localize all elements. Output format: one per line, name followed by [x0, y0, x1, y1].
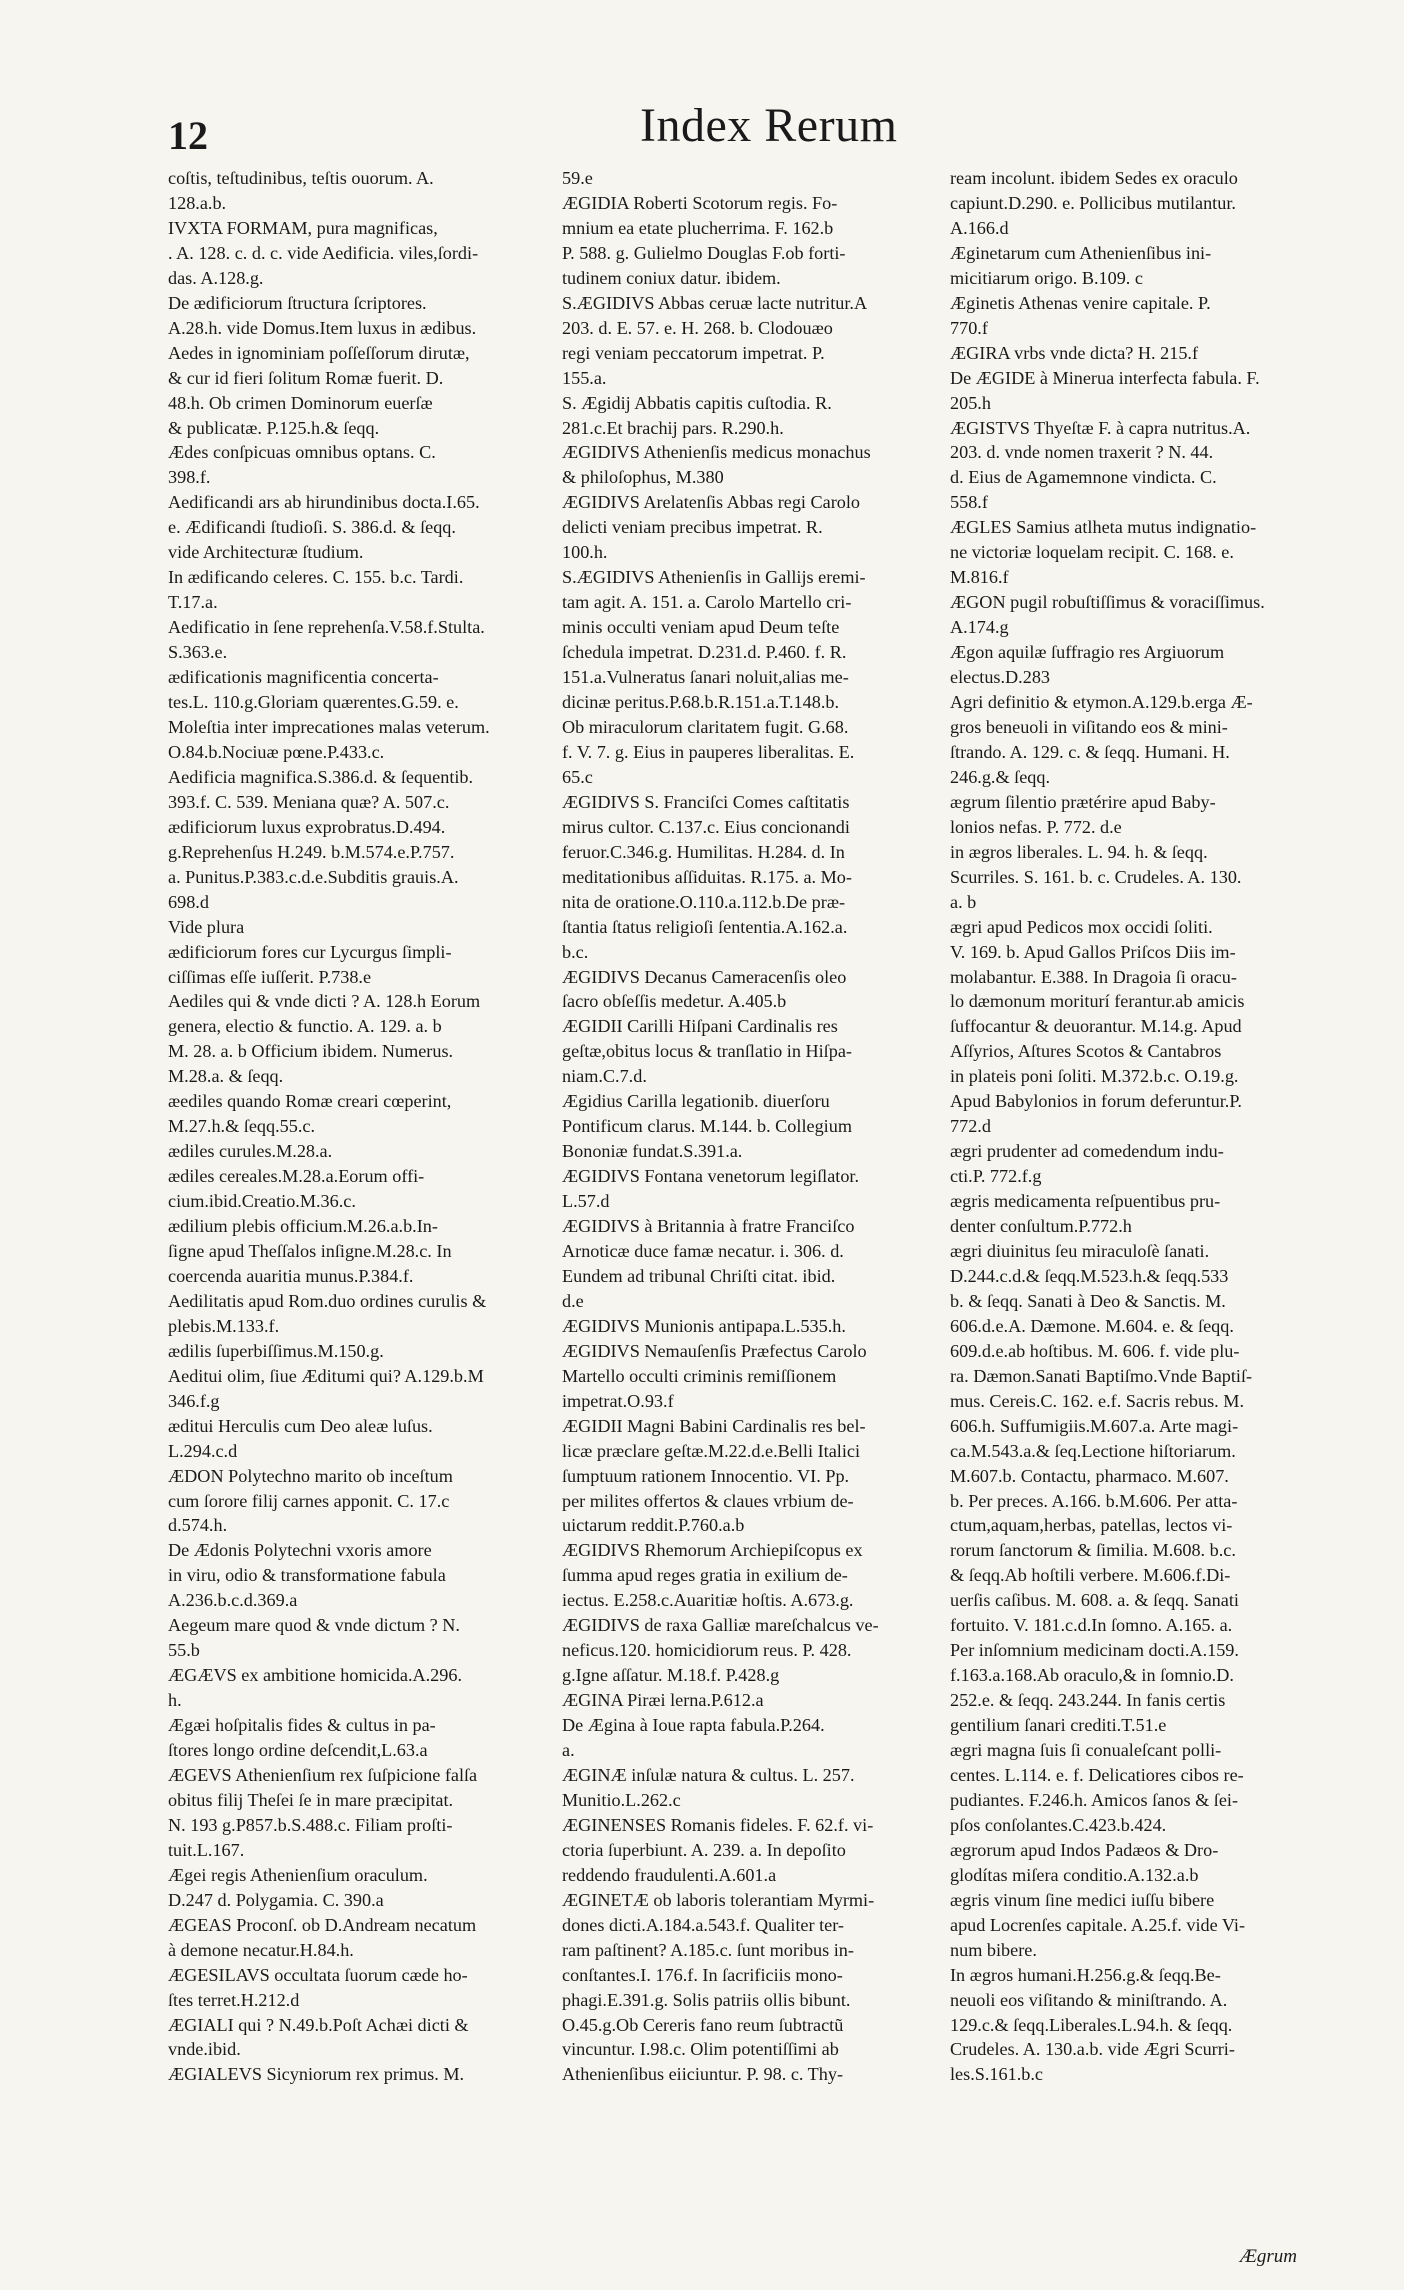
- index-line: in viru, odio & transformatione fabula: [168, 1565, 446, 1586]
- index-line: Per inſomnium medicinam docti.A.159.: [950, 1640, 1239, 1661]
- index-line: ÆGIALEVS Sicyniorum rex primus. M.: [168, 2064, 465, 2085]
- index-line: 100.h.: [562, 542, 608, 563]
- index-column-left: [168, 166, 558, 2087]
- index-line: f. V. 7. g. Eius in pauperes liberalitas. E.: [562, 741, 855, 762]
- index-line: Ægæi hoſpitalis fides & cultus in pa-: [168, 1715, 436, 1736]
- index-line: ÆDON Polytechno marito ob inceſtum: [168, 1465, 453, 1486]
- index-column-right: [950, 166, 1328, 2087]
- index-line: & publicatæ. P.125.h.& ſeqq.: [168, 417, 380, 438]
- index-line: ÆGIDIVS Munionis antipapa.L.535.h.: [562, 1315, 846, 1336]
- index-line: apud Locrenſes capitale. A.25.f. vide Vi-: [950, 1914, 1246, 1935]
- index-line: ream incolunt. ibidem Sedes ex oraculo: [950, 168, 1238, 188]
- index-line: ÆGINENSES Romanis fideles. F. 62.f. vi-: [562, 1814, 874, 1835]
- index-line: M.27.h.& ſeqq.55.c.: [168, 1116, 316, 1137]
- index-line: & philoſophus, M.380: [562, 467, 724, 488]
- index-line: a.: [562, 1740, 575, 1761]
- index-line: pſos conſolantes.C.423.b.424.: [950, 1814, 1167, 1835]
- index-line: ÆGEAS Proconſ. ob D.Andream necatum: [168, 1914, 477, 1935]
- index-line: uerſis caſibus. M. 608. a. & ſeqq. Sanati: [950, 1590, 1239, 1611]
- index-line: mirus cultor. C.137.c. Eius concionandi: [562, 816, 850, 837]
- index-line: Ædes conſpicuas omnibus optans. C.: [168, 442, 436, 463]
- index-line: M. 28. a. b Officium ibidem. Numerus.: [168, 1041, 454, 1062]
- index-line: ſtantia ſtatus religioſi ſententia.A.162.a.: [562, 916, 848, 937]
- index-line: . A. 128. c. d. c. vide Aedificia. viles,ſordi-: [168, 242, 479, 263]
- index-line: ſacro obſeſſis medetur. A.405.b: [562, 991, 787, 1012]
- index-line: cti.P. 772.f.g: [950, 1166, 1042, 1187]
- index-line: feruor.C.346.g. Humilitas. H.284. d. In: [562, 841, 845, 862]
- index-line: De ædificiorum ſtructura ſcriptores.: [168, 292, 427, 313]
- index-line: ſchedula impetrat. D.231.d. P.460. f. R.: [562, 642, 847, 663]
- index-line: neuoli eos viſitando & miniſtrando. A.: [950, 1989, 1228, 2010]
- index-line: micitiarum origo. B.109. c: [950, 267, 1143, 288]
- index-line: ÆGIDIVS de raxa Galliæ mareſchalcus ve-: [562, 1615, 879, 1636]
- index-line: Aedilitatis apud Rom.duo ordines curulis &: [168, 1290, 487, 1311]
- index-line: ÆGIALI qui ? N.49.b.Poſt Achæi dicti &: [168, 2014, 469, 2035]
- index-line: Aedes in ignominiam poſſeſſorum dirutæ,: [168, 342, 470, 363]
- index-line: lonios nefas. P. 772. d.e: [950, 816, 1122, 837]
- index-line: æediles quando Romæ creari cœperint,: [168, 1091, 452, 1112]
- index-line: S.ÆGIDIVS Abbas ceruæ lacte nutritur.A: [562, 292, 868, 313]
- index-line: d. Eius de Agamemnone vindicta. C.: [950, 467, 1217, 488]
- index-line: 203. d. E. 57. e. H. 268. b. Clodouæo: [562, 317, 833, 338]
- index-line: ædificiorum fores cur Lycurgus ſimpli-: [168, 941, 452, 962]
- index-line: à demone necatur.H.84.h.: [168, 1939, 354, 1960]
- index-line: ægrorum apud Indos Padæos & Dro-: [950, 1839, 1219, 1860]
- index-line: a. Punitus.P.383.c.d.e.Subditis grauis.A.: [168, 866, 459, 887]
- index-line: De ÆGIDE à Minerua interfecta fabula. F.: [950, 367, 1260, 388]
- index-line: ædilis ſuperbiſſimus.M.150.g.: [168, 1340, 384, 1361]
- index-line: ÆGIDII Magni Babini Cardinalis res bel-: [562, 1415, 866, 1436]
- index-line: ſuffocantur & deuorantur. M.14.g. Apud: [950, 1016, 1242, 1037]
- index-line: D.247 d. Polygamia. C. 390.a: [168, 1889, 384, 1910]
- index-line: vide Architecturæ ſtudium.: [168, 542, 364, 563]
- index-line: 281.c.Et brachij pars. R.290.h.: [562, 417, 784, 438]
- page-number: 12: [168, 113, 208, 158]
- index-line: f.163.a.168.Ab oraculo,& in ſomnio.D.: [950, 1665, 1234, 1686]
- index-line: ctoria ſuperbiunt. A. 239. a. In depoſito: [562, 1839, 846, 1860]
- index-line: ÆGINA Piræi lerna.P.612.a: [562, 1690, 764, 1711]
- index-line: delicti veniam precibus impetrat. R.: [562, 517, 823, 538]
- index-line: Martello occulti criminis remiſſionem: [562, 1365, 837, 1386]
- index-line: 558.f: [950, 492, 988, 513]
- index-line: glodítas miſera conditio.A.132.a.b: [950, 1864, 1199, 1885]
- index-line: ÆGIDIVS Fontana venetorum legiſlator.: [562, 1166, 860, 1187]
- index-line: Athenienſibus eiiciuntur. P. 98. c. Thy-: [562, 2064, 844, 2085]
- index-line: ſumptuum rationem Innocentio. VI. Pp.: [562, 1465, 850, 1486]
- index-line: dicinæ peritus.P.68.b.R.151.a.T.148.b.: [562, 692, 840, 713]
- index-line: Aedificandi ars ab hirundinibus docta.I.65.: [168, 492, 480, 513]
- index-line: D.244.c.d.& ſeqq.M.523.h.& ſeqq.533: [950, 1265, 1229, 1286]
- index-line: meditationibus aſſiduitas. R.175. a. Mo-: [562, 866, 852, 887]
- index-line: A.174.g: [950, 617, 1009, 638]
- index-line: e. Ædificandi ſtudioſi. S. 386.d. & ſeqq.: [168, 517, 456, 538]
- index-line: regi veniam peccatorum impetrat. P.: [562, 342, 825, 363]
- index-line: ÆGIDIVS S. Franciſci Comes caſtitatis: [562, 791, 850, 812]
- index-line: Ægei regis Athenienſium oraculum.: [168, 1864, 428, 1885]
- index-line: tam agit. A. 151. a. Carolo Martello cri-: [562, 592, 852, 613]
- index-line: les.S.161.b.c: [950, 2064, 1043, 2085]
- index-line: ægri apud Pedicos mox occidi ſoliti.: [950, 916, 1213, 937]
- index-line: molabantur. E.388. In Dragoia ſi oracu-: [950, 966, 1237, 987]
- index-line: neficus.120. homicidiorum reus. P. 428.: [562, 1640, 852, 1661]
- index-line: Aedificia magnifica.S.386.d. & ſequentib.: [168, 766, 474, 787]
- index-line: Munitio.L.262.c: [562, 1789, 681, 1810]
- index-line: S.363.e.: [168, 642, 228, 663]
- index-line: Ægidius Carilla legationib. diuerſoru: [562, 1091, 830, 1112]
- index-line: b. & ſeqq. Sanati à Deo & Sanctis. M.: [950, 1290, 1226, 1311]
- index-line: ÆGIDIVS Decanus Cameracenſis oleo: [562, 966, 847, 987]
- index-line: M.28.a. & ſeqq.: [168, 1066, 284, 1087]
- index-line: 772.d: [950, 1116, 991, 1137]
- index-line: cium.ibid.Creatio.M.36.c.: [168, 1191, 356, 1212]
- index-line: impetrat.O.93.f: [562, 1390, 674, 1411]
- index-line: ram paſtinent? A.185.c. ſunt moribus in-: [562, 1939, 854, 1960]
- index-line: in plateis poni ſoliti. M.372.b.c. O.19.g.: [950, 1066, 1239, 1087]
- index-line: a. b: [950, 891, 977, 912]
- index-line: Aſſyrios, Aſtures Scotos & Cantabros: [950, 1041, 1222, 1062]
- index-line: ÆGINÆ inſulæ natura & cultus. L. 257.: [562, 1765, 855, 1785]
- index-line: ſtores longo ordine deſcendit,L.63.a: [168, 1740, 428, 1761]
- index-line: 770.f: [950, 317, 988, 338]
- index-line: 393.f. C. 539. Meniana quæ? A. 507.c.: [168, 791, 450, 812]
- index-line: S. Ægidij Abbatis capitis cuſtodia. R.: [562, 392, 832, 413]
- index-line: mus. Cereis.C. 162. e.f. Sacris rebus. M.: [950, 1390, 1244, 1411]
- index-line: cum ſorore filij carnes apponit. C. 17.c: [168, 1490, 450, 1511]
- index-line: ne victoriæ loquelam recipit. C. 168. e.: [950, 542, 1234, 563]
- index-line: ÆGIDIVS Arelatenſis Abbas regi Carolo: [562, 492, 861, 513]
- index-line: b.c.: [562, 941, 589, 962]
- index-line: tudinem coniux datur. ibidem.: [562, 267, 781, 288]
- index-line: ÆGEVS Athenienſium rex ſuſpicione falſa: [168, 1765, 478, 1785]
- index-column-middle: [562, 166, 937, 2087]
- index-line: capiunt.D.290. e. Pollicibus mutilantur.: [950, 192, 1236, 213]
- index-line: ctum,aquam,herbas, patellas, lectos vi-: [950, 1515, 1233, 1536]
- index-line: ægrum ſilentio prætérire apud Baby-: [950, 791, 1216, 812]
- index-line: h.: [168, 1690, 182, 1711]
- index-line: lo dæmonum moriturí ferantur.ab amicis: [950, 991, 1245, 1012]
- index-line: 698.d: [168, 891, 209, 912]
- catchword: Ægrum: [1240, 2246, 1298, 2267]
- index-line: ÆGINETÆ ob laboris tolerantiam Myrmi-: [562, 1889, 875, 1910]
- index-line: 346.f.g: [168, 1390, 220, 1411]
- index-line: gros beneuoli in viſitando eos & mini-: [950, 716, 1228, 737]
- index-line: 398.f.: [168, 467, 211, 488]
- index-line: Crudeles. A. 130.a.b. vide Ægri Scurri-: [950, 2039, 1235, 2060]
- index-line: pudiantes. F.246.h. Amicos ſanos & ſei-: [950, 1789, 1239, 1810]
- index-line: A.28.h. vide Domus.Item luxus in ædibus.: [168, 317, 477, 338]
- index-line: ÆGLES Samius atlheta mutus indignatio-: [950, 517, 1257, 538]
- index-line: Bononiæ fundat.S.391.a.: [562, 1141, 743, 1162]
- index-line: O.84.b.Nociuæ pœne.P.433.c.: [168, 741, 385, 762]
- index-line: Ob miraculorum claritatem fugit. G.68.: [562, 716, 849, 737]
- index-line: T.17.a.: [168, 592, 218, 613]
- index-line: Aediles qui & vnde dicti ? A. 128.h Eorum: [168, 991, 481, 1012]
- index-line: reddendo fraudulenti.A.601.a: [562, 1864, 777, 1885]
- index-line: b. Per preces. A.166. b.M.606. Per atta-: [950, 1490, 1238, 1511]
- index-line: & cur id fieri ſolitum Romæ fuerit. D.: [168, 367, 444, 388]
- index-line: plebis.M.133.f.: [168, 1315, 280, 1336]
- index-line: centes. L.114. e. f. Delicatiores cibos re-: [950, 1765, 1244, 1785]
- index-line: ædiles cereales.M.28.a.Eorum offi-: [168, 1166, 425, 1187]
- index-line: 606.h. Suffumigiis.M.607.a. Arte magi-: [950, 1415, 1239, 1436]
- index-line: Ægon aquilæ ſuffragio res Argiuorum: [950, 642, 1225, 663]
- index-line: 609.d.e.ab hoſtibus. M. 606. f. vide plu-: [950, 1340, 1240, 1361]
- index-line: 151.a.Vulneratus ſanari noluit,alias me-: [562, 667, 849, 688]
- running-title: Index Rerum: [640, 99, 898, 152]
- index-line: IVXTA FORMAM, pura magnificas,: [168, 217, 438, 238]
- index-line: minis occulti veniam apud Deum teſte: [562, 617, 840, 638]
- index-line: ſtes terret.H.212.d: [168, 1989, 300, 2010]
- index-line: 129.c.& ſeqq.Liberales.L.94.h. & ſeqq.: [950, 2014, 1233, 2035]
- index-line: A.166.d: [950, 217, 1009, 238]
- index-line: 65.c: [562, 766, 593, 787]
- index-line: ÆGIDIVS Rhemorum Archiepiſcopus ex: [562, 1540, 863, 1561]
- index-line: De Ægina à Ioue rapta fabula.P.264.: [562, 1715, 825, 1736]
- index-line: d.e: [562, 1290, 584, 1311]
- index-line: ædilium plebis officium.M.26.a.b.In-: [168, 1216, 438, 1237]
- index-line: ÆGIDII Carilli Hiſpani Cardinalis res: [562, 1016, 838, 1037]
- index-line: 203. d. vnde nomen traxerit ? N. 44.: [950, 442, 1214, 463]
- index-line: Vide plura: [168, 916, 245, 937]
- index-line: 48.h. Ob crimen Dominorum euerſæ: [168, 392, 433, 413]
- index-line: De Ædonis Polytechni vxoris amore: [168, 1540, 432, 1561]
- index-line: ÆGIDIVS Athenienſis medicus monachus: [562, 442, 871, 463]
- index-line: ſtrando. A. 129. c. & ſeqq. Humani. H.: [950, 741, 1230, 762]
- index-line: ſigne apud Theſſalos inſigne.M.28.c. In: [168, 1240, 452, 1261]
- index-line: A.236.b.c.d.369.a: [168, 1590, 298, 1611]
- index-line: æditui Herculis cum Deo aleæ luſus.: [168, 1415, 433, 1436]
- index-line: 606.d.e.A. Dæmone. M.604. e. & ſeqq.: [950, 1315, 1234, 1336]
- index-line: L.57.d: [562, 1191, 610, 1212]
- index-line: ægri diuinitus ſeu miraculoſè ſanati.: [950, 1240, 1210, 1261]
- index-line: ÆGIDIVS Nemauſenſis Præfectus Carolo: [562, 1340, 867, 1361]
- index-line: g.Reprehenſus H.249. b.M.574.e.P.757.: [168, 841, 455, 862]
- index-line: niam.C.7.d.: [562, 1066, 647, 1087]
- index-line: gentilium ſanari crediti.T.51.e: [950, 1715, 1167, 1736]
- index-line: iectus. E.258.c.Auaritiæ hoſtis. A.673.g.: [562, 1590, 854, 1611]
- index-line: 55.b: [168, 1640, 200, 1661]
- index-line: uictarum reddit.P.760.a.b: [562, 1515, 745, 1536]
- index-line: ÆGIDIA Roberti Scotorum regis. Fo-: [562, 192, 838, 213]
- index-line: coercenda auaritia munus.P.384.f.: [168, 1265, 414, 1286]
- index-line: Arnoticæ duce famæ necatur. i. 306. d.: [562, 1240, 844, 1261]
- index-line: ædificationis magnificentia concerta-: [168, 667, 439, 688]
- index-line: 59.e: [562, 168, 593, 188]
- index-line: obitus filij Theſei ſe in mare præcipitat.: [168, 1789, 454, 1810]
- index-line: ÆGISTVS Thyeſtæ F. à capra nutritus.A.: [950, 417, 1251, 438]
- index-line: das. A.128.g.: [168, 267, 264, 288]
- index-line: genera, electio & functio. A. 129. a. b: [168, 1016, 442, 1037]
- index-line: ægris vinum ſine medici iuſſu bibere: [950, 1889, 1215, 1910]
- index-line: ÆGIDIVS à Britannia à fratre Franciſco: [562, 1216, 855, 1237]
- index-line: 128.a.b.: [168, 192, 227, 213]
- index-line: Apud Babylonios in forum deferuntur.P.: [950, 1091, 1242, 1112]
- index-line: num bibere.: [950, 1939, 1037, 1960]
- index-line: vincuntur. I.98.c. Olim potentiſſimi ab: [562, 2039, 839, 2060]
- index-line: P. 588. g. Gulielmo Douglas F.ob forti-: [562, 242, 846, 263]
- index-line: phagi.E.391.g. Solis patriis ollis bibunt.: [562, 1989, 851, 2010]
- index-line: Aeditui olim, ſiue Æditumi qui? A.129.b.M: [168, 1365, 484, 1386]
- index-line: in ægros liberales. L. 94. h. & ſeqq.: [950, 841, 1208, 862]
- index-line: S.ÆGIDIVS Athenienſis in Gallijs eremi-: [562, 567, 866, 588]
- index-line: ægris medicamenta reſpuentibus pru-: [950, 1191, 1221, 1212]
- index-line: 205.h: [950, 392, 991, 413]
- index-line: ædiles curules.M.28.a.: [168, 1141, 333, 1162]
- index-line: ciſſimas eſſe iuſſerit. P.738.e: [168, 966, 372, 987]
- index-line: Eundem ad tribunal Chriſti citat. ibid.: [562, 1265, 836, 1286]
- index-line: geſtæ,obitus locus & tranſlatio in Hiſpa-: [562, 1041, 852, 1062]
- index-line: Scurriles. S. 161. b. c. Crudeles. A. 130.: [950, 866, 1242, 887]
- index-line: 252.e. & ſeqq. 243.244. In fanis certis: [950, 1690, 1226, 1711]
- index-line: & ſeqq.Ab hoſtili verbere. M.606.f.Di-: [950, 1565, 1231, 1586]
- index-line: L.294.c.d: [168, 1440, 238, 1461]
- index-line: electus.D.283: [950, 667, 1051, 688]
- index-line: ÆGON pugil robuſtiſſimus & voraciſſimus.: [950, 592, 1265, 613]
- index-line: 155.a.: [562, 367, 607, 388]
- index-line: d.574.h.: [168, 1515, 228, 1536]
- index-line: ra. Dæmon.Sanati Baptiſmo.Vnde Baptiſ-: [950, 1365, 1253, 1386]
- index-line: O.45.g.Ob Cereris fano reum ſubtractũ: [562, 2014, 844, 2035]
- index-line: per milites offertos & claues vrbium de-: [562, 1490, 854, 1511]
- index-line: Agri definitio & etymon.A.129.b.erga Æ-: [950, 692, 1253, 713]
- index-line: 246.g.& ſeqq.: [950, 766, 1051, 787]
- index-line: licæ præclare geſtæ.M.22.d.e.Belli Italici: [562, 1440, 860, 1461]
- index-line: coſtis, teſtudinibus, teſtis ouorum. A.: [168, 168, 434, 188]
- index-line: ca.M.543.a.& ſeq.Lectione hiſtoriarum.: [950, 1440, 1236, 1461]
- index-line: tuit.L.167.: [168, 1839, 245, 1860]
- index-line: denter conſultum.P.772.h: [950, 1216, 1132, 1237]
- index-line: Aegeum mare quod & vnde dictum ? N.: [168, 1615, 460, 1636]
- index-line: vnde.ibid.: [168, 2039, 241, 2060]
- index-line: ægri magna ſuis ſi conualeſcant polli-: [950, 1740, 1222, 1761]
- index-line: ÆGÆVS ex ambitione homicida.A.296.: [168, 1665, 463, 1686]
- index-line: Aedificatio in ſene reprehenſa.V.58.f.Stulta.: [168, 617, 485, 638]
- index-line: M.607.b. Contactu, pharmaco. M.607.: [950, 1465, 1229, 1486]
- index-line: Æginetis Athenas venire capitale. P.: [950, 292, 1211, 313]
- index-line: Moleſtia inter imprecationes malas veterum.: [168, 716, 490, 737]
- index-line: fortuito. V. 181.c.d.In ſomno. A.165. a.: [950, 1615, 1233, 1636]
- index-line: conſtantes.I. 176.f. In ſacrificiis mono-: [562, 1964, 843, 1985]
- index-line: ſumma apud reges gratia in exilium de-: [562, 1565, 848, 1586]
- index-line: g.Igne aſſatur. M.18.f. P.428.g: [562, 1665, 780, 1686]
- index-line: rorum ſanctorum & ſimilia. M.608. b.c.: [950, 1540, 1236, 1561]
- index-line: mnium ea etate plucherrima. F. 162.b: [562, 217, 834, 238]
- index-line: Æginetarum cum Athenienſibus ini-: [950, 242, 1212, 263]
- index-line: In ædificando celeres. C. 155. b.c. Tardi.: [168, 567, 464, 588]
- index-line: ædificiorum luxus exprobratus.D.494.: [168, 816, 446, 837]
- index-line: dones dicti.A.184.a.543.f. Qualiter ter-: [562, 1914, 844, 1935]
- index-line: M.816.f: [950, 567, 1009, 588]
- index-line: tes.L. 110.g.Gloriam quærentes.G.59. e.: [168, 692, 459, 713]
- index-line: ægri prudenter ad comedendum indu-: [950, 1141, 1224, 1162]
- index-line: ÆGIRA vrbs vnde dicta? H. 215.f: [950, 342, 1199, 363]
- index-line: N. 193 g.P857.b.S.488.c. Filiam proſti-: [168, 1814, 453, 1835]
- index-line: Pontificum clarus. M.144. b. Collegium: [562, 1116, 852, 1137]
- index-line: V. 169. b. Apud Gallos Priſcos Diis im-: [950, 941, 1236, 962]
- index-line: ÆGESILAVS occultata ſuorum cæde ho-: [168, 1964, 468, 1985]
- index-line: In ægros humani.H.256.g.& ſeqq.Be-: [950, 1964, 1221, 1985]
- index-line: nita de oratione.O.110.a.112.b.De præ-: [562, 891, 846, 912]
